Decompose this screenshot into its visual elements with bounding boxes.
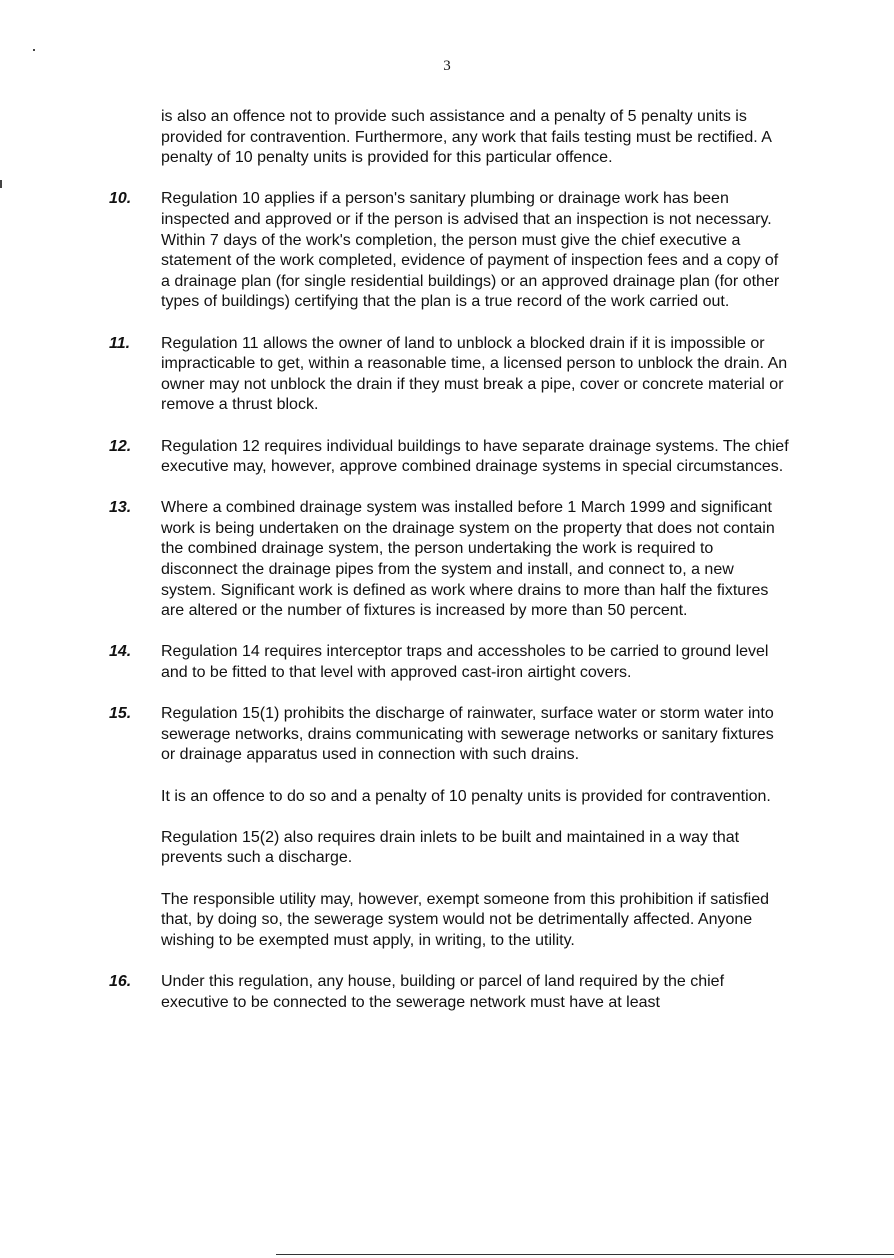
paragraph-text: The responsible utility may, however, exempt someone from this prohibition if satisfied that, by doing so, the sewerage system would not be detrimentally affected. Anyone wishing to be exempted must apply, in writing, to the utility.: [161, 890, 769, 949]
paragraph-15-inlets: [0, 828, 791, 869]
footer-rule: [276, 1254, 894, 1255]
paragraph-10: [0, 189, 791, 313]
paragraph-text: Regulation 10 applies if a person's sanitary plumbing or drainage work has been inspected and approved or if the person is advised that an inspection is not necessary. Within 7 days of the work's completion, the person must give the chief executive a statement of the work completed, evidence of payment of inspection fees and a copy of a drainage plan (for single residential buildings) or an approved drainage plan (for other types of buildings) certifying that the plan is a true record of the work carried out.: [161, 190, 780, 311]
paragraph-12: [0, 437, 791, 478]
paragraph-15-offence: [0, 787, 791, 808]
paragraph-text: It is an offence to do so and a penalty of 10 penalty units is provided for contravention.: [161, 787, 771, 805]
paragraph-text: Regulation 15(2) also requires drain inlets to be built and maintained in a way that prevents such a discharge.: [161, 828, 740, 867]
paragraph-number: 16.: [109, 972, 132, 990]
paragraph-number: 15.: [109, 705, 132, 723]
document-body: [0, 107, 894, 1034]
paragraph-text: is also an offence not to provide such assistance and a penalty of 5 penalty units is provided for contravention. Furthermore, any work that fails testing must be rectified. A penalty of 10 penalty units is provided for this particular offence.: [161, 108, 772, 167]
paragraph-15-exemption: [0, 890, 791, 952]
paragraph-text: Where a combined drainage system was installed before 1 March 1999 and significant work is being undertaken on the drainage system on the property that does not contain the combined drainage system, the person undertaking the work is required to disconnect the drainage pipes from the system and install, and connect to, a new system. Significant work is defined as work where drains to more than half the fixtures are altered or the number of fixtures is increased by more than 50 percent.: [161, 499, 775, 620]
paragraph-16: [0, 972, 791, 1013]
scan-mark: [33, 49, 35, 51]
paragraph-text: Regulation 15(1) prohibits the discharge of rainwater, surface water or storm water into sewerage networks, drains communicating with sewerage networks or sanitary fixtures or drainage apparatus used in connection with such drains.: [161, 705, 774, 764]
paragraph-11: [0, 334, 791, 416]
paragraph-continuation: [0, 107, 791, 169]
paragraph-text: Regulation 14 requires interceptor traps and accessholes to be carried to ground level and to be fitted to that level with approved cast-iron airtight covers.: [161, 643, 769, 682]
paragraph-number: 12.: [109, 437, 132, 455]
paragraph-text: Regulation 12 requires individual buildings to have separate drainage systems. The chief executive may, however, approve combined drainage systems in special circumstances.: [161, 437, 789, 476]
paragraph-14: [0, 642, 791, 683]
paragraph-number: 10.: [109, 190, 132, 208]
paragraph-number: 13.: [109, 499, 132, 517]
paragraph-15: [0, 704, 791, 766]
paragraph-text: Regulation 11 allows the owner of land to unblock a blocked drain if it is impossible or impracticable to get, within a reasonable time, a licensed person to unblock the drain. An owner may not unblock the drain if they must break a pipe, cover or concrete material or remove a thrust block.: [161, 334, 788, 414]
paragraph-text: Under this regulation, any house, building or parcel of land required by the chief executive to be connected to the sewerage network must have at least: [161, 972, 725, 1011]
page-number: 3: [443, 58, 451, 74]
paragraph-number: 14.: [109, 643, 132, 661]
paragraph-13: [0, 498, 791, 622]
paragraph-number: 11.: [109, 334, 131, 352]
